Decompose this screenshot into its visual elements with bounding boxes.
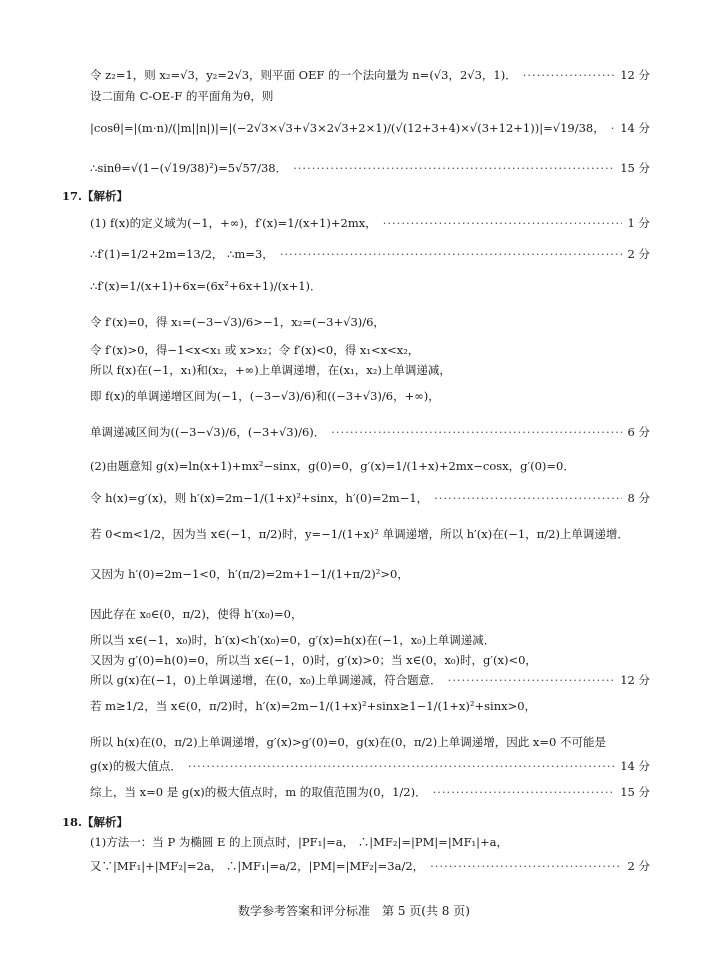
solution-line (90, 758, 650, 774)
solution-line (90, 784, 650, 800)
solution-line (90, 120, 650, 136)
line-text: ∴f′(1)=1/2+2m=13/2， ∴m=3， (90, 247, 274, 261)
line-text: 令 h(x)=g′(x)，则 h′(x)=2m−1/(1+x)²+sinx，h′(0)=2m−1， (90, 491, 429, 505)
solution-line: 所以当 x∈(−1，x₀)时，h′(x)<h′(x₀)=0，g′(x)=h(x)在(−1，x₀)上单调递减． (90, 633, 496, 647)
solution-line (90, 246, 650, 262)
solution-line: 所以 h(x)在(0，π/2)上单调递增，g′(x)>g′(0)=0，g(x)在(0，π/2)上单调递增，因此 x=0 不可能是 (90, 735, 606, 749)
leader-dots (434, 491, 621, 505)
solution-line (90, 215, 650, 231)
line-text: 又∵|MF₁|+|MF₂|=2a， ∴|MF₁|=a/2，|PM|=|MF₂|=3a/2， (90, 859, 425, 873)
score-mark: 1 分 (627, 216, 650, 230)
solution-line: 若 0<m<1/2，因为当 x∈(−1，π/2)时，y=−1/(1+x)² 单调递增，所以 h′(x)在(−1，π/2)上单调递增． (90, 527, 629, 541)
solution-line (90, 490, 650, 506)
leader-dots (293, 161, 614, 175)
solution-line: 令 f′(x)>0，得−1<x<x₁ 或 x>x₂；令 f′(x)<0，得 x₁<x<x₂， (90, 343, 420, 357)
score-mark: 12 分 (620, 673, 650, 687)
solution-line (90, 160, 650, 176)
score-mark: 14 分 (620, 759, 650, 773)
line-text: 所以 g(x)在(−1，0)上单调递增，在(0，x₀)上单调递减，符合题意． (90, 673, 442, 687)
solution-line: 即 f(x)的单调递增区间为(−1，(−3−√3)/6)和((−3+√3)/6，+∞)， (90, 389, 440, 403)
solution-line (90, 858, 650, 874)
score-mark: 15 分 (620, 161, 650, 175)
line-text: 令 z₂=1，则 x₂=√3，y₂=2√3，则平面 OEF 的一个法向量为 n=(√3，2√3，1)． (90, 68, 517, 82)
line-text: (1) f(x)的定义域为(−1，+∞)，f′(x)=1/(x+1)+2mx， (90, 216, 377, 230)
score-mark: 14 分 (620, 121, 650, 135)
line-text: |cosθ|=|(m·n)/(|m||n|)|=|(−2√3×√3+√3×2√3+2×1)/(√(12+3+4)×√(3+12+1))|=√19/38， (90, 121, 605, 135)
solution-line: (2)由题意知 g(x)=ln(x+1)+mx²−sinx，g(0)=0，g′(x)=1/(1+x)+2mx−cosx，g′(0)=0． (90, 459, 575, 473)
solution-line: 若 m≥1/2，当 x∈(0，π/2)时，h′(x)=2m−1/(1+x)²+sinx≥1−1/(1+x)²+sinx>0， (90, 699, 537, 713)
solution-line: 因此存在 x₀∈(0，π/2)，使得 h′(x₀)=0， (90, 607, 303, 621)
score-mark: 2 分 (627, 859, 650, 873)
score-mark: 15 分 (620, 785, 650, 799)
solution-line (90, 67, 650, 83)
score-mark: 2 分 (627, 247, 650, 261)
leader-dots (383, 216, 622, 230)
leader-dots (331, 425, 621, 439)
question-17-heading: 17.【解析】 (62, 189, 129, 203)
leader-dots (523, 68, 614, 82)
leader-dots (611, 121, 614, 135)
line-text: 综上，当 x=0 是 g(x)的极大值点时，m 的取值范围为(0，1/2)． (90, 785, 427, 799)
leader-dots (188, 759, 614, 773)
solution-line: 所以 f(x)在(−1，x₁)和(x₂，+∞)上单调递增，在(x₁，x₂)上单调递减， (90, 363, 451, 377)
solution-line: 又因为 h′(0)=2m−1<0，h′(π/2)=2m+1−1/(1+π/2)²>0， (90, 567, 409, 581)
leader-dots (448, 673, 615, 687)
score-mark: 6 分 (627, 425, 650, 439)
line-text: 单调递减区间为((−3−√3)/6，(−3+√3)/6)． (90, 425, 326, 439)
line-text: ∴sinθ=√(1−(√19/38)²)=5√57/38． (90, 161, 288, 175)
question-18-heading: 18.【解析】 (62, 815, 129, 829)
solution-line: ∴f′(x)=1/(x+1)+6x=(6x²+6x+1)/(x+1)． (90, 279, 322, 293)
leader-dots (280, 247, 622, 261)
page-footer: 数学参考答案和评分标准 第 5 页(共 8 页) (238, 904, 470, 918)
solution-line (90, 424, 650, 440)
solution-line: 令 f′(x)=0，得 x₁=(−3−√3)/6>−1，x₂=(−3+√3)/6， (90, 315, 385, 329)
leader-dots (430, 859, 621, 873)
solution-line: 又因为 g′(0)=h(0)=0，所以当 x∈(−1，0)时，g′(x)>0；当 x∈(0，x₀)时，g′(x)<0， (90, 653, 537, 667)
leader-dots (433, 785, 615, 799)
solution-line: (1)方法一：当 P 为椭圆 E 的上顶点时，|PF₁|=a， ∴|MF₂|=|PM|=|MF₁|+a， (90, 835, 509, 849)
line-text: g(x)的极大值点． (90, 759, 182, 773)
solution-line: 设二面角 C-OE-F 的平面角为θ，则 (90, 89, 274, 103)
solution-line (90, 672, 650, 688)
score-mark: 12 分 (620, 68, 650, 82)
score-mark: 8 分 (627, 491, 650, 505)
